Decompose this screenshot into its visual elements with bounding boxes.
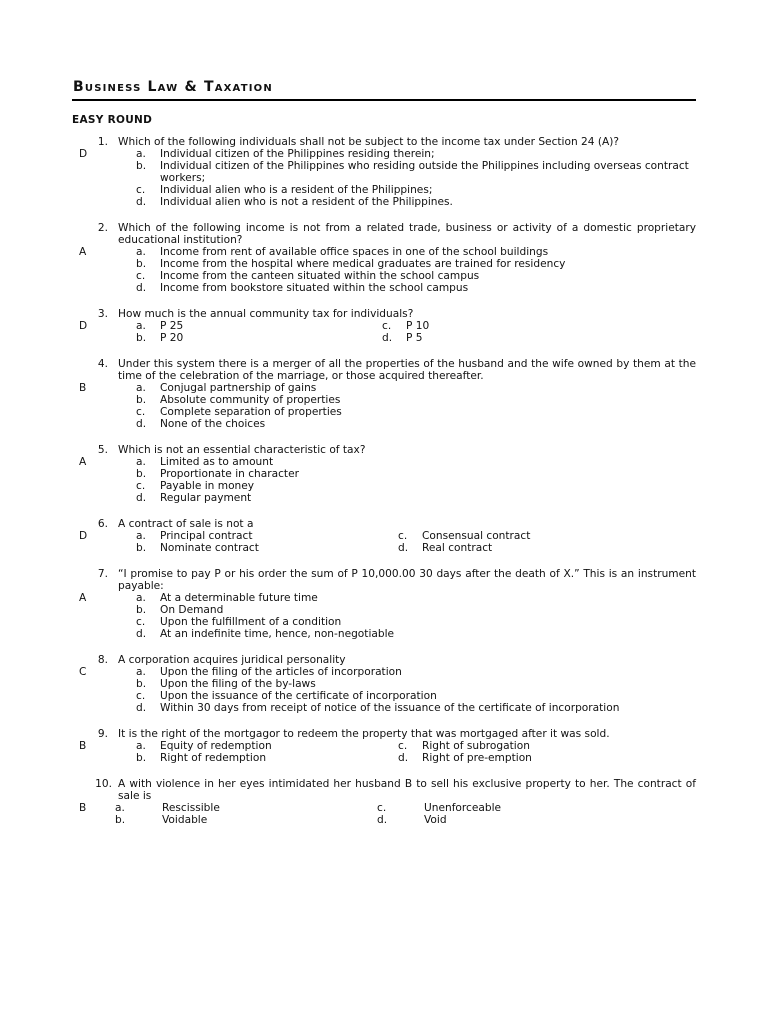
choice-text: On Demand [160, 604, 224, 616]
question-8 [0, 654, 768, 714]
choice-letter: a. [136, 320, 146, 332]
choice-text: At an indefinite time, hence, non-negotiable [160, 628, 395, 640]
choice-text: None of the choices [160, 418, 266, 430]
choice-letter: b. [136, 332, 147, 344]
choice [136, 752, 398, 764]
choice-text: Proportionate in character [160, 468, 299, 480]
choice-text: Upon the filing of the articles of incorporation [160, 666, 402, 678]
choice-text: Rescissible [162, 802, 220, 814]
question-number: 5. [97, 444, 108, 456]
choice-letter: a. [136, 382, 146, 394]
answer-key: A [79, 246, 87, 258]
question-5 [0, 444, 768, 504]
choice-text: Voidable [162, 814, 208, 826]
question-2 [0, 222, 768, 294]
choice-letter: b. [136, 678, 147, 690]
question-number: 8. [97, 654, 108, 666]
choice [382, 320, 696, 332]
choice-letter: a. [136, 456, 146, 468]
choice-letter: d. [136, 492, 147, 504]
choice-text: Absolute community of properties [160, 394, 341, 406]
choice [136, 456, 696, 468]
answer-key: B [79, 382, 87, 394]
choice [136, 480, 696, 492]
choice-text: Principal contract [160, 530, 253, 542]
choice-letter: c. [377, 802, 387, 814]
answer-key: D [79, 530, 88, 542]
choice-text: Complete separation of properties [160, 406, 342, 418]
choice [398, 740, 696, 752]
round-heading: EASY ROUND [72, 114, 153, 126]
choice-letter: b. [115, 814, 126, 826]
choice-text: Upon the filing of the by-laws [160, 678, 316, 690]
choice-list [136, 382, 696, 430]
choice [136, 382, 696, 394]
choice-letter: c. [136, 690, 146, 702]
choice-list [136, 456, 696, 504]
choice-letter: a. [136, 592, 146, 604]
choice-text: Individual citizen of the Philippines who residing outside the Philippines including overseas contract workers; [160, 160, 689, 184]
choice-letter: a. [136, 246, 146, 258]
choice-letter: d. [136, 702, 147, 714]
choice-letter: c. [136, 480, 146, 492]
choice-grid [136, 320, 696, 344]
choice-letter: b. [136, 604, 147, 616]
choice-text: P 25 [160, 320, 184, 332]
document-title: Business Law & Taxation [73, 79, 273, 95]
choice-text: Regular payment [160, 492, 252, 504]
choice-text: Income from the hospital where medical graduates are trained for residency [160, 258, 566, 270]
choice-letter: a. [136, 530, 146, 542]
choice-letter: d. [136, 628, 147, 640]
choice-list [136, 148, 696, 208]
choice [398, 542, 696, 554]
choice-letter: b. [136, 542, 147, 554]
choice-letter: d. [136, 196, 147, 208]
choice-letter: c. [136, 616, 146, 628]
question-number: 3. [97, 308, 108, 320]
choice-text: P 5 [406, 332, 423, 344]
choice-list [136, 246, 696, 294]
choice-text: Individual citizen of the Philippines residing therein; [160, 148, 435, 160]
choice-letter: b. [136, 394, 147, 406]
answer-key: A [79, 456, 87, 468]
choice [377, 814, 675, 826]
question-stem: A corporation acquires juridical personality [118, 654, 346, 666]
question-6 [0, 518, 768, 554]
title-underline [72, 99, 696, 101]
choice [136, 530, 398, 542]
choice [398, 752, 696, 764]
choice-letter: a. [136, 666, 146, 678]
choice [136, 196, 696, 208]
choice-text: P 10 [406, 320, 430, 332]
choice-letter: c. [382, 320, 392, 332]
choice [136, 616, 696, 628]
question-number: 4. [97, 358, 108, 370]
question-9 [0, 728, 768, 764]
choice-list [136, 666, 696, 714]
choice-letter: d. [136, 418, 147, 430]
choice-letter: b. [136, 468, 147, 480]
choice [115, 814, 377, 826]
choice-text: Consensual contract [422, 530, 531, 542]
question-7 [0, 568, 768, 640]
question-10 [0, 778, 768, 826]
choice [377, 802, 675, 814]
answer-key: B [79, 740, 87, 752]
question-1 [0, 136, 768, 208]
question-stem: A with violence in her eyes intimidated her husband B to sell his exclusive property to her. The contract of sale is [118, 778, 696, 802]
choice [136, 740, 398, 752]
choice-letter: c. [136, 184, 146, 196]
choice [136, 678, 696, 690]
choice [136, 492, 696, 504]
choice-text: Upon the fulfillment of a condition [160, 616, 342, 628]
choice [136, 184, 696, 196]
choice [136, 246, 696, 258]
choice-text: P 20 [160, 332, 184, 344]
choice [136, 406, 696, 418]
choice-list [136, 592, 696, 640]
choice-letter: d. [382, 332, 393, 344]
choice [136, 282, 696, 294]
choice-letter: b. [136, 752, 147, 764]
choice-text: Nominate contract [160, 542, 259, 554]
question-stem: Which of the following income is not from a related trade, business or activity of a domestic proprietary educational institution? [118, 222, 696, 246]
answer-key: D [79, 148, 88, 160]
question-stem: Which is not an essential characteristic of tax? [118, 444, 366, 456]
choice [136, 666, 696, 678]
choice [136, 148, 696, 160]
choice-text: Right of subrogation [422, 740, 530, 752]
choice-grid [136, 740, 696, 764]
choice [136, 320, 382, 332]
question-list [0, 136, 768, 840]
choice-letter: d. [398, 542, 409, 554]
choice [136, 702, 696, 714]
choice-text: Limited as to amount [160, 456, 274, 468]
choice [398, 530, 696, 542]
choice-text: Equity of redemption [160, 740, 272, 752]
question-4 [0, 358, 768, 430]
choice [136, 592, 696, 604]
choice-letter: d. [377, 814, 388, 826]
choice [136, 542, 398, 554]
choice-text: Payable in money [160, 480, 255, 492]
choice [136, 604, 696, 616]
choice [115, 802, 377, 814]
choice-text: Void [424, 814, 447, 826]
choice-text: Income from rent of available office spaces in one of the school buildings [160, 246, 549, 258]
choice [136, 468, 696, 480]
choice-letter: d. [136, 282, 147, 294]
choice [382, 332, 696, 344]
choice-text: Right of pre-emption [422, 752, 532, 764]
choice [136, 332, 382, 344]
choice [136, 270, 696, 282]
choice [136, 690, 696, 702]
question-stem: Which of the following individuals shall not be subject to the income tax under Section 24 (A)? [118, 136, 620, 148]
choice-letter: a. [115, 802, 125, 814]
choice-text: Income from the canteen situated within the school campus [160, 270, 480, 282]
question-number: 2. [97, 222, 108, 234]
choice-letter: b. [136, 160, 147, 172]
choice-letter: a. [136, 740, 146, 752]
choice-text: Conjugal partnership of gains [160, 382, 317, 394]
choice-letter: c. [136, 270, 146, 282]
answer-key: A [79, 592, 87, 604]
choice-letter: c. [398, 530, 408, 542]
answer-key: C [79, 666, 87, 678]
choice-text: Upon the issuance of the certificate of incorporation [160, 690, 437, 702]
question-number: 9. [97, 728, 108, 740]
choice-grid [115, 802, 675, 826]
choice-text: Individual alien who is a resident of the Philippines; [160, 184, 433, 196]
question-stem: How much is the annual community tax for individuals? [118, 308, 414, 320]
question-stem: A contract of sale is not a [118, 518, 254, 530]
choice-text: Real contract [422, 542, 493, 554]
choice [136, 258, 696, 270]
question-stem: It is the right of the mortgagor to redeem the property that was mortgaged after it was sold. [118, 728, 610, 740]
question-number: 7. [97, 568, 108, 580]
choice [136, 628, 696, 640]
question-number: 6. [97, 518, 108, 530]
choice [136, 394, 696, 406]
choice-grid [136, 530, 696, 554]
choice-letter: c. [136, 406, 146, 418]
answer-key: D [79, 320, 88, 332]
choice-text: Individual alien who is not a resident of the Philippines. [160, 196, 453, 208]
choice-text: Unenforceable [424, 802, 502, 814]
choice-text: At a determinable future time [160, 592, 318, 604]
question-stem: Under this system there is a merger of all the properties of the husband and the wife owned by them at the time of the celebration of the marriage, or those acquired thereafter. [118, 358, 696, 382]
question-3 [0, 308, 768, 344]
choice [136, 418, 696, 430]
question-stem: “I promise to pay P or his order the sum of P 10,000.00 30 days after the death of X.” This is an instrument payable: [118, 568, 696, 592]
question-number: 10. [95, 778, 112, 790]
choice-letter: d. [398, 752, 409, 764]
choice-text: Right of redemption [160, 752, 267, 764]
choice-letter: b. [136, 258, 147, 270]
choice [136, 160, 696, 184]
question-number: 1. [97, 136, 108, 148]
answer-key: B [79, 802, 87, 814]
choice-text: Income from bookstore situated within the school campus [160, 282, 469, 294]
choice-letter: a. [136, 148, 146, 160]
choice-letter: c. [398, 740, 408, 752]
choice-text: Within 30 days from receipt of notice of the issuance of the certificate of incorporation [160, 702, 620, 714]
